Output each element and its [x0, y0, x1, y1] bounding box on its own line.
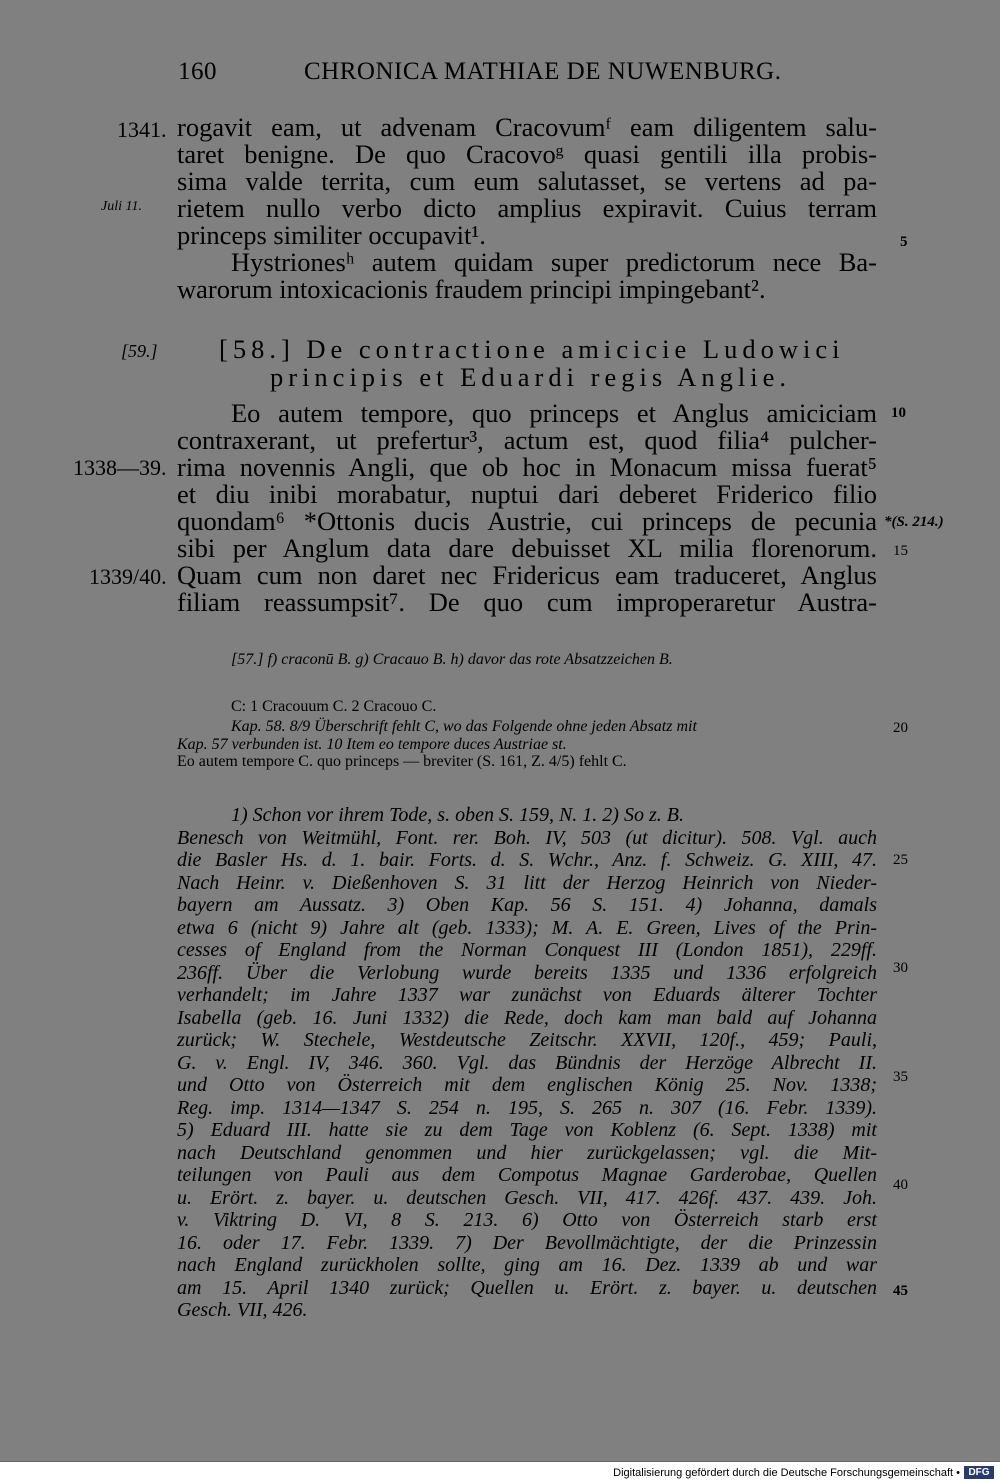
text-line: rietem nullo verbo dicto amplius expiravit. Cuius terram — [177, 193, 877, 223]
dfg-logo: DFG — [964, 1466, 994, 1479]
footnotes — [177, 804, 877, 1322]
chapter-heading-line-1: [58.] De contractione amicicie Ludowici — [219, 334, 845, 364]
text-line: warorum intoxicacionis fraudem principi impingebant². — [177, 274, 766, 304]
footnote-line: bayern am Aussatz. 3) Oben Kap. 56 S. 151. 4) Johanna, damals — [177, 894, 877, 916]
margin-year-1341: 1341. — [117, 117, 167, 142]
line-number-45: 45 — [893, 1283, 908, 1299]
text-line: contraxerant, ut prefertur³, actum est, quod filia⁴ pulcher- — [177, 425, 877, 455]
page-number: 160 — [178, 58, 217, 85]
footnote-line: Reg. imp. 1314—1347 S. 254 n. 195, S. 265 n. 307 (16. Febr. 1339). — [177, 1096, 877, 1119]
footnote-line: nach Deutschland genommen und hier zurückgelassen; vgl. die Mit- — [177, 1141, 877, 1164]
text-line: taret benigne. De quo Cracovoᵍ quasi gentili illa probis- — [177, 139, 877, 169]
footnote-line: am 15. April 1340 zurück; Quellen u. Erört. z. bayer. u. deutschen — [177, 1276, 877, 1299]
apparatus-line-5: Eo autem tempore C. quo princeps — breviter (S. 161, Z. 4/5) fehlt C. — [177, 753, 627, 770]
text-line: sibi per Anglum data dare debuisset XL milia florenorum. — [177, 533, 877, 563]
margin-chapter-ref: [59.] — [121, 341, 158, 361]
line-number-30: 30 — [893, 960, 908, 976]
footnote-line: 236ff. Über die Verlobung wurde bereits 1335 und 1336 erfolgreich — [177, 961, 877, 984]
footnote-line: 5) Eduard III. hatte sie zu dem Tage von Koblenz (6. Sept. 1338) mit — [177, 1119, 877, 1141]
text-line: rima novennis Angli, que ob hoc in Monacum missa fuerat⁵ — [177, 452, 877, 482]
text-line: Quam cum non daret nec Fridericus eam traduceret, Anglus — [177, 560, 877, 590]
margin-date-juli: Juli 11. — [101, 199, 142, 214]
line-number-35: 35 — [893, 1069, 908, 1085]
line-number-15: 15 — [893, 543, 908, 559]
footnote-line: cesses of England from the Norman Conquest III (London 1851), 229ff. — [177, 939, 877, 961]
footnote-line: G. v. Engl. IV, 346. 360. Vgl. das Bündnis der Herzöge Albrecht II. — [177, 1051, 877, 1074]
footnote-line: u. Erört. z. bayer. u. deutschen Gesch. VII, 417. 426f. 437. 439. Joh. — [177, 1186, 877, 1209]
footnote-line: teilungen von Pauli aus dem Compotus Magnae Garderobae, Quellen — [177, 1164, 877, 1186]
text-line: rogavit eam, ut advenam Cracovumᶠ eam diligentem salu- — [177, 112, 877, 142]
apparatus-line-1: [57.] f) craconū B. g) Cracauo B. h) davor das rote Absatzzeichen B. — [231, 651, 673, 668]
footnote-line: 1) Schon vor ihrem Tode, s. oben S. 159, N. 1. 2) So z. B. — [231, 804, 684, 826]
text-line: quondam⁶ *Ottonis ducis Austrie, cui princeps de pecunia — [177, 506, 877, 536]
apparatus-line-4: Kap. 57 verbunden ist. 10 Item eo tempore duces Austriae st. — [177, 736, 567, 753]
text-line: sima valde territa, cum eum salutasset, se vertens ad pa- — [177, 166, 877, 196]
text-line: Hystrionesʰ autem quidam super predictorum nece Ba- — [231, 247, 877, 277]
footnote-line: nach England zurückholen sollte, ging am 16. Dez. 1339 ab und war — [177, 1254, 877, 1276]
page-ref-s214: *(S. 214.) — [884, 514, 944, 530]
footnote-line: v. Viktring D. VI, 8 S. 213. 6) Otto von Österreich starb erst — [177, 1209, 877, 1231]
footer-bar — [0, 1461, 1000, 1482]
text-line: Eo autem tempore, quo princeps et Anglus amiciciam — [231, 398, 877, 428]
chapter-heading-line-2: principis et Eduardi regis Anglie. — [270, 362, 792, 392]
footnote-line: zurück; W. Stechele, Westdeutsche Zeitschr. XXVII, 120f., 459; Pauli, — [177, 1029, 877, 1051]
running-title: CHRONICA MATHIAE DE NUWENBURG. — [304, 58, 782, 85]
footnote-line: Nach Heinr. v. Dießenhoven S. 31 litt der Herzog Heinrich von Nieder- — [177, 871, 877, 894]
apparatus-line-2: C: 1 Cracouum C. 2 Cracouo C. — [231, 698, 437, 715]
line-number-25: 25 — [893, 852, 908, 868]
footnote-line: und Otto von Österreich mit dem englischen König 25. Nov. 1338; — [177, 1074, 877, 1096]
footnote-line: Benesch von Weitmühl, Font. rer. Boh. IV, 503 (ut dicitur). 508. Vgl. auch — [177, 826, 877, 849]
line-number-20: 20 — [893, 720, 908, 736]
footnote-line: verhandelt; im Jahre 1337 war zunächst von Eduards älterer Tochter — [177, 984, 877, 1006]
apparatus-line-3: Kap. 58. 8/9 Überschrift fehlt C, wo das Folgende ohne jeden Absatz mit — [231, 718, 697, 735]
footer-credit: Digitalisierung gefördert durch die Deutsche Forschungsgemeinschaft • — [613, 1467, 960, 1479]
footnote-line: etwa 6 (nicht 9) Jahre alt (geb. 1333); M. A. E. Green, Lives of the Prin- — [177, 916, 877, 939]
text-block-1 — [177, 114, 877, 303]
text-line: princeps similiter occupavit¹. — [177, 220, 486, 250]
text-line: et diu inibi morabatur, nuptui dari deberet Friderico filio — [177, 479, 877, 509]
margin-year-1339: 1339/40. — [89, 564, 167, 589]
text-block-2 — [177, 400, 877, 616]
margin-year-1338: 1338—39. — [73, 455, 167, 480]
line-number-10: 10 — [891, 405, 906, 421]
footnote-line: Gesch. VII, 426. — [177, 1299, 308, 1321]
footnote-line: 16. oder 17. Febr. 1339. 7) Der Bevollmächtigte, der die Prinzessin — [177, 1231, 877, 1254]
line-number-40: 40 — [893, 1177, 908, 1193]
line-number-5: 5 — [900, 234, 908, 250]
footnote-line: die Basler Hs. d. 1. bair. Forts. d. S. Wchr., Anz. f. Schweiz. G. XIII, 47. — [177, 849, 877, 871]
text-line: filiam reassumpsit⁷. De quo cum improperaretur Austra- — [177, 587, 877, 617]
footnote-line: Isabella (geb. 16. Juni 1332) die Rede, doch kam man bald auf Johanna — [177, 1006, 877, 1029]
